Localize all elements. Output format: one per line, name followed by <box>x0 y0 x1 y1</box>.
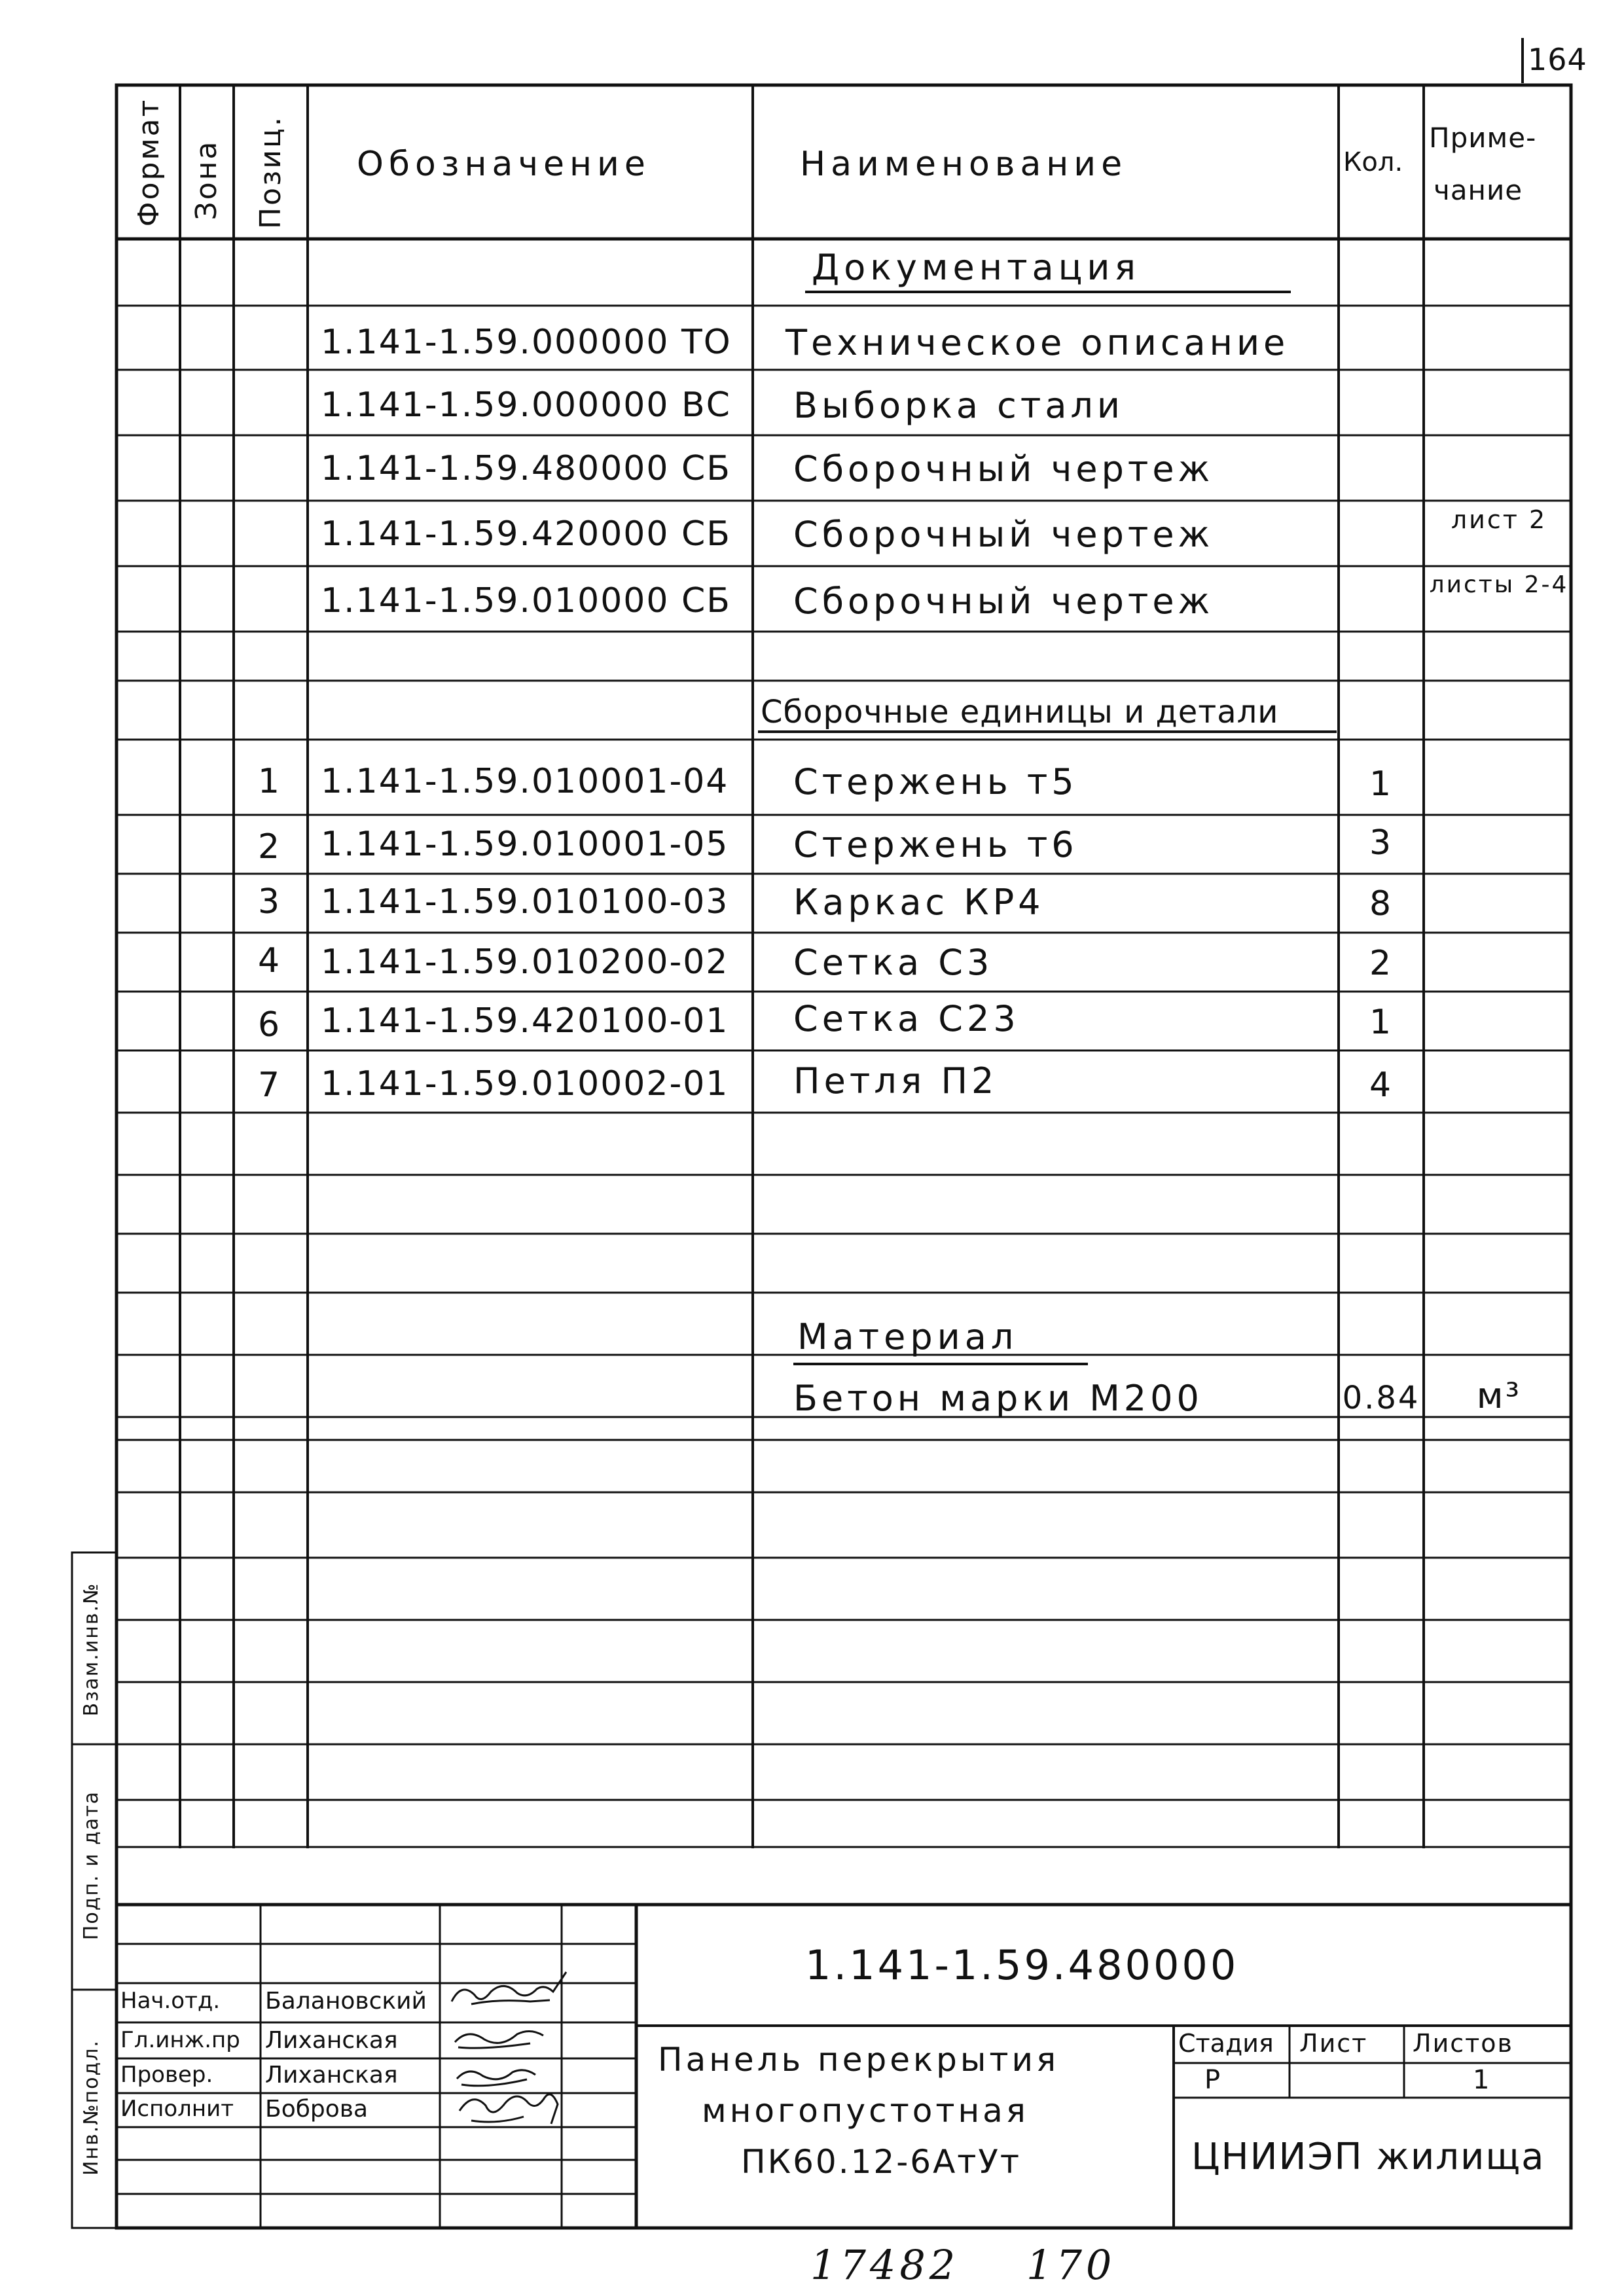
part-name: Каркас КР4 <box>793 882 1045 923</box>
title-line-2: многопустотная <box>702 2092 1029 2130</box>
section-documentation: Документация <box>812 247 1140 288</box>
material-name: Бетон марки М200 <box>793 1378 1203 1419</box>
part-qty: 4 <box>1369 1066 1394 1105</box>
part-name: Петля П2 <box>793 1060 998 1102</box>
doc-name: Техническое описание <box>785 322 1290 363</box>
signature-role: Провер. <box>120 2062 213 2088</box>
doc-note: лист 2 <box>1451 505 1547 534</box>
part-pos: 1 <box>257 762 282 801</box>
footer-left-number: 17482 <box>810 2241 960 2289</box>
doc-name: Сборочный чертеж <box>793 514 1214 555</box>
part-name: Сетка С3 <box>793 942 994 983</box>
part-pos: 2 <box>257 827 282 867</box>
part-qty: 3 <box>1369 823 1394 863</box>
organization: ЦНИИЭП жилища <box>1191 2136 1545 2178</box>
part-qty: 8 <box>1369 884 1394 924</box>
part-qty: 1 <box>1369 764 1394 804</box>
doc-note: листы 2-4 <box>1429 571 1569 598</box>
header-name: Наименование <box>800 145 1128 184</box>
part-name: Стержень т5 <box>793 761 1078 802</box>
signature-name: Балановский <box>265 1988 427 2015</box>
signature-name: Лиханская <box>265 2027 398 2054</box>
signature-role: Гл.инж.пр <box>120 2027 240 2053</box>
part-designation: 1.141-1.59.010001-05 <box>321 825 729 864</box>
part-name: Стержень т6 <box>793 824 1078 865</box>
page-number: 164 <box>1528 42 1587 77</box>
signature-name: Лиханская <box>265 2062 398 2089</box>
header-format: Формат <box>132 98 166 227</box>
header-zone: Зона <box>190 139 223 221</box>
part-designation: 1.141-1.59.420100-01 <box>321 1001 729 1041</box>
doc-name: Сборочный чертеж <box>793 448 1214 490</box>
section-material: Материал <box>797 1316 1019 1357</box>
sheets-value: 1 <box>1473 2065 1492 2095</box>
part-designation: 1.141-1.59.010100-03 <box>321 882 729 922</box>
side-label-inv-podl: Инв.№подл. <box>80 2039 103 2176</box>
material-qty: 0.84 <box>1342 1380 1420 1416</box>
doc-name: Сборочный чертеж <box>793 581 1214 622</box>
part-pos: 7 <box>257 1066 282 1105</box>
sheet-label: Лист <box>1299 2029 1368 2058</box>
part-pos: 3 <box>257 882 282 922</box>
part-designation: 1.141-1.59.010200-02 <box>321 942 729 982</box>
part-qty: 1 <box>1369 1003 1394 1042</box>
side-label-podp-data: Подп. и дата <box>80 1790 103 1941</box>
sheets-label: Листов <box>1413 2029 1513 2058</box>
stage-value: Р <box>1204 2065 1223 2095</box>
doc-designation: 1.141-1.59.480000 СБ <box>321 449 731 488</box>
part-pos: 4 <box>257 941 282 980</box>
part-pos: 6 <box>257 1005 282 1045</box>
doc-designation: 1.141-1.59.000000 ТО <box>321 323 732 362</box>
part-name: Сетка С23 <box>793 998 1020 1039</box>
signature-scribbles <box>452 1972 566 2124</box>
signature-role: Нач.отд. <box>120 1988 221 2014</box>
title-line-3: ПК60.12-6АтУт <box>741 2143 1022 2181</box>
doc-designation: 1.141-1.59.000000 ВС <box>321 386 731 425</box>
part-designation: 1.141-1.59.010001-04 <box>321 762 729 801</box>
header-designation: Обозначение <box>357 145 651 184</box>
header-note-line1: Приме- <box>1429 122 1537 154</box>
header-qty: Кол. <box>1343 147 1403 177</box>
material-unit: м³ <box>1476 1375 1522 1416</box>
part-qty: 2 <box>1369 944 1394 983</box>
doc-name: Выборка стали <box>793 385 1125 426</box>
side-label-vzam: Взам.инв.№ <box>80 1582 103 1717</box>
section-assembly-units: Сборочные единицы и детали <box>761 694 1279 730</box>
part-designation: 1.141-1.59.010002-01 <box>321 1064 729 1103</box>
title-doc-number: 1.141-1.59.480000 <box>805 1941 1239 1989</box>
stage-label: Стадия <box>1178 2029 1274 2058</box>
title-line-1: Панель перекрытия <box>658 2041 1060 2079</box>
signature-role: Исполнит <box>120 2096 234 2122</box>
signature-name: Боброва <box>265 2096 369 2123</box>
doc-designation: 1.141-1.59.420000 СБ <box>321 514 731 554</box>
doc-designation: 1.141-1.59.010000 СБ <box>321 581 731 620</box>
footer-right-number: 170 <box>1026 2241 1116 2289</box>
header-note-line2: чание <box>1434 174 1523 206</box>
header-position: Позиц. <box>254 115 287 229</box>
